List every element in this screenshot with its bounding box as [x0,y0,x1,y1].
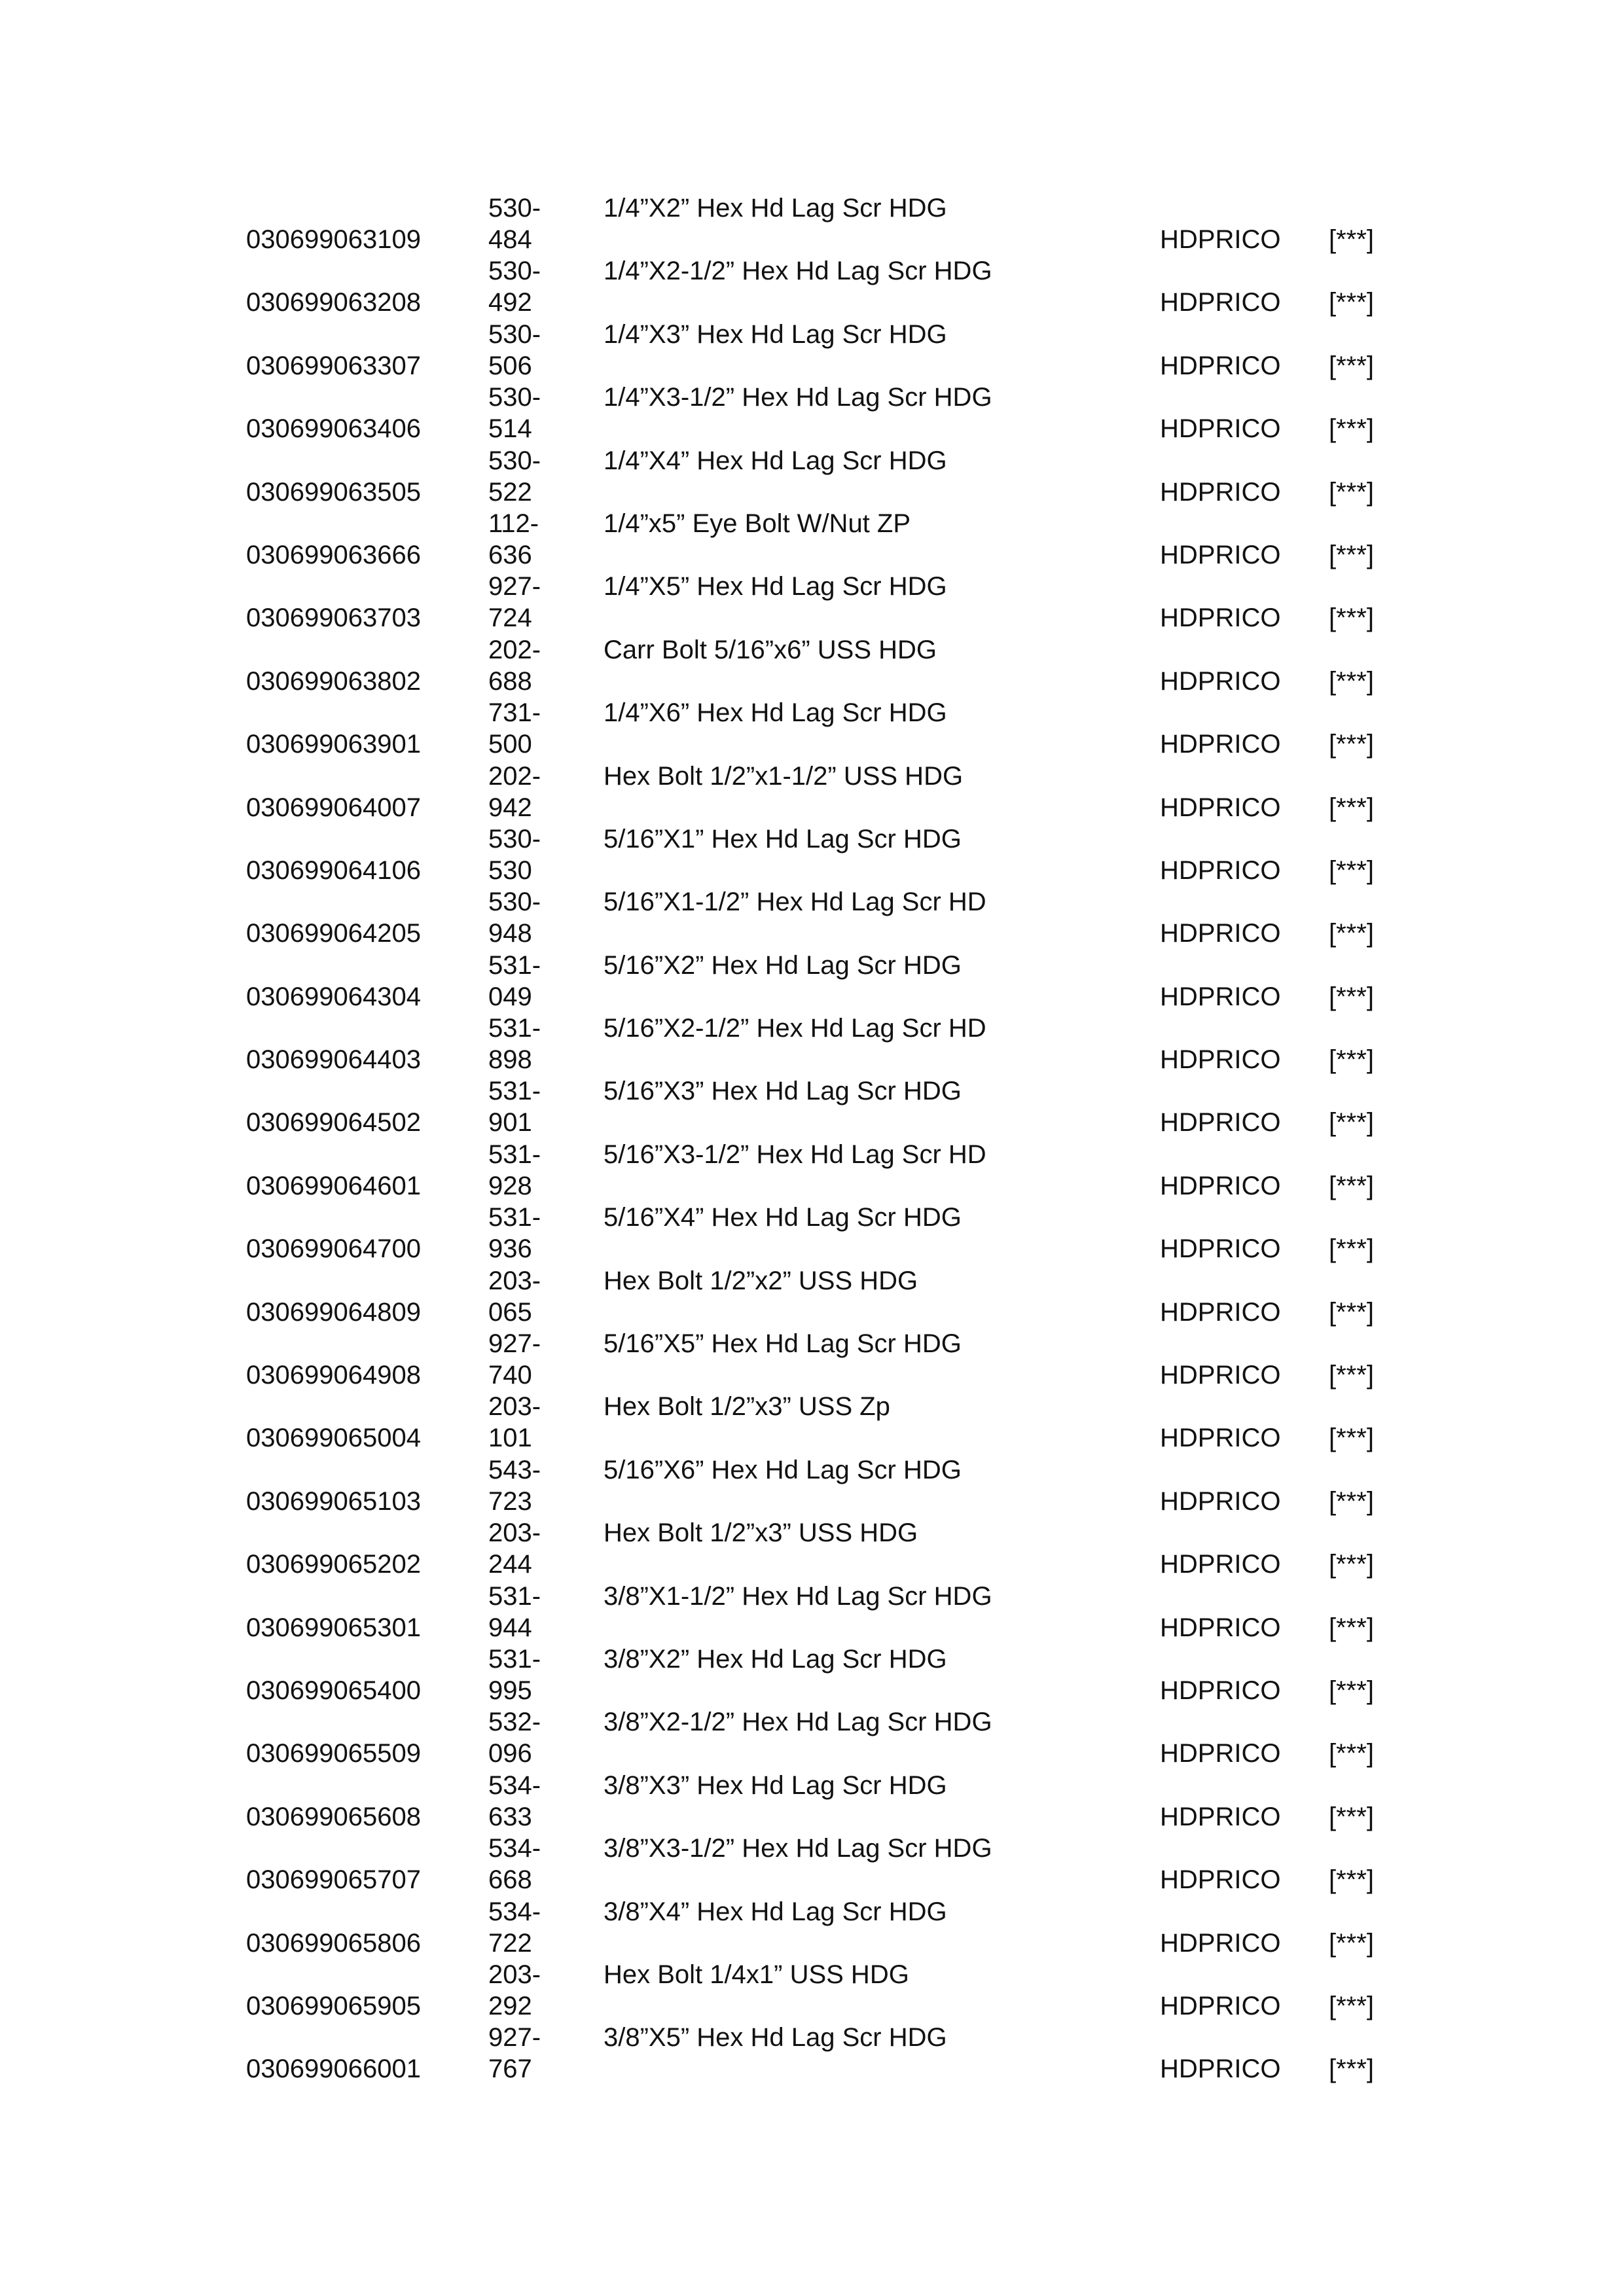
item-description: 5/16”X5” Hex Hd Lag Scr HDG [604,1329,962,1359]
item-description: 1/4”X3” Hex Hd Lag Scr HDG [604,319,947,349]
table-row [0,255,1624,318]
vendor-code: HDPRICO [1160,1297,1281,1327]
vendor-code: HDPRICO [1160,855,1281,885]
sku-prefix: 530- [488,888,541,917]
price-redacted: [***] [1329,1991,1374,2020]
price-redacted: [***] [1329,1550,1374,1579]
sku-suffix: 767 [488,2054,532,2084]
upc-code: 030699065103 [246,1486,421,1516]
sku-prefix: 203- [488,1518,541,1548]
table-row [0,1643,1624,1706]
sku-suffix: 492 [488,288,532,317]
upc-code: 030699065608 [246,1802,421,1831]
sku-prefix: 531- [488,1581,541,1611]
vendor-code: HDPRICO [1160,1613,1281,1642]
table-row [0,571,1624,634]
upc-code: 030699063109 [246,225,421,254]
item-description: 5/16”X3-1/2” Hex Hd Lag Scr HD [604,1139,986,1169]
price-redacted: [***] [1329,1424,1374,1453]
vendor-code: HDPRICO [1160,1108,1281,1138]
sku-prefix: 203- [488,1266,541,1295]
vendor-code: HDPRICO [1160,1676,1281,1705]
vendor-code: HDPRICO [1160,793,1281,822]
item-description: 5/16”X1” Hex Hd Lag Scr HDG [604,824,962,853]
vendor-code: HDPRICO [1160,919,1281,948]
vendor-code: HDPRICO [1160,1865,1281,1895]
price-redacted: [***] [1329,225,1374,254]
table-row [0,950,1624,1013]
upc-code: 030699065400 [246,1676,421,1705]
sku-prefix: 531- [488,1203,541,1232]
upc-code: 030699065301 [246,1613,421,1642]
table-row [0,823,1624,886]
sku-prefix: 530- [488,824,541,853]
table-row [0,1391,1624,1454]
sku-prefix: 530- [488,257,541,286]
sku-prefix: 927- [488,572,541,601]
upc-code: 030699064809 [246,1297,421,1327]
vendor-code: HDPRICO [1160,730,1281,759]
sku-suffix: 723 [488,1486,532,1516]
table-row [0,1517,1624,1580]
vendor-code: HDPRICO [1160,666,1281,696]
price-redacted: [***] [1329,1802,1374,1831]
item-description: 1/4”x5” Eye Bolt W/Nut ZP [604,509,911,538]
upc-code: 030699065509 [246,1739,421,1768]
upc-code: 030699063307 [246,351,421,380]
sku-suffix: 948 [488,919,532,948]
table-row [0,1706,1624,1769]
sku-prefix: 531- [488,950,541,980]
table-row [0,1959,1624,2022]
table-row [0,1833,1624,1895]
item-description: 5/16”X1-1/2” Hex Hd Lag Scr HD [604,888,986,917]
vendor-code: HDPRICO [1160,1486,1281,1516]
vendor-code: HDPRICO [1160,1739,1281,1768]
upc-code: 030699065707 [246,1865,421,1895]
sku-prefix: 531- [488,1139,541,1169]
sku-prefix: 927- [488,2023,541,2053]
vendor-code: HDPRICO [1160,414,1281,444]
table-row [0,2022,1624,2085]
item-description: Hex Bolt 1/2”x1-1/2” USS HDG [604,761,964,791]
item-description: 3/8”X4” Hex Hd Lag Scr HDG [604,1897,947,1926]
vendor-code: HDPRICO [1160,1424,1281,1453]
item-description: 3/8”X3” Hex Hd Lag Scr HDG [604,1770,947,1800]
vendor-code: HDPRICO [1160,477,1281,507]
sku-suffix: 292 [488,1991,532,2020]
sku-suffix: 688 [488,666,532,696]
sku-prefix: 731- [488,698,541,728]
item-description: 1/4”X2-1/2” Hex Hd Lag Scr HDG [604,257,992,286]
vendor-code: HDPRICO [1160,351,1281,380]
sku-prefix: 532- [488,1708,541,1737]
table-row [0,445,1624,508]
upc-code: 030699063703 [246,603,421,633]
price-redacted: [***] [1329,2054,1374,2084]
price-redacted: [***] [1329,1865,1374,1895]
sku-suffix: 244 [488,1550,532,1579]
sku-prefix: 530- [488,383,541,412]
sku-prefix: 927- [488,1329,541,1359]
item-description: Hex Bolt 1/2”x2” USS HDG [604,1266,918,1295]
price-redacted: [***] [1329,1297,1374,1327]
table-row [0,1202,1624,1265]
price-redacted: [***] [1329,603,1374,633]
table-row [0,508,1624,571]
item-description: Hex Bolt 1/2”x3” USS HDG [604,1518,918,1548]
sku-suffix: 901 [488,1108,532,1138]
table-row [0,1075,1624,1138]
item-description: 5/16”X4” Hex Hd Lag Scr HDG [604,1203,962,1232]
sku-suffix: 065 [488,1297,532,1327]
vendor-code: HDPRICO [1160,540,1281,569]
item-description: 5/16”X2-1/2” Hex Hd Lag Scr HD [604,1014,986,1043]
sku-prefix: 534- [488,1770,541,1800]
sku-suffix: 500 [488,730,532,759]
upc-code: 030699064106 [246,855,421,885]
item-description: 5/16”X6” Hex Hd Lag Scr HDG [604,1455,962,1484]
upc-code: 030699064007 [246,793,421,822]
upc-code: 030699066001 [246,2054,421,2084]
table-row [0,634,1624,697]
price-redacted: [***] [1329,982,1374,1011]
sku-prefix: 530- [488,446,541,475]
item-description: 1/4”X2” Hex Hd Lag Scr HDG [604,194,947,223]
upc-code: 030699064601 [246,1171,421,1200]
item-description: 5/16”X3” Hex Hd Lag Scr HDG [604,1077,962,1106]
vendor-code: HDPRICO [1160,1550,1281,1579]
sku-prefix: 202- [488,635,541,664]
item-description: Hex Bolt 1/2”x3” USS Zp [604,1392,890,1422]
item-description: 1/4”X3-1/2” Hex Hd Lag Scr HDG [604,383,992,412]
table-row [0,1896,1624,1959]
item-description: 1/4”X5” Hex Hd Lag Scr HDG [604,572,947,601]
price-redacted: [***] [1329,1171,1374,1200]
table-row [0,1013,1624,1075]
item-description: Hex Bolt 1/4x1” USS HDG [604,1960,909,1989]
upc-code: 030699065905 [246,1991,421,2020]
sku-prefix: 531- [488,1014,541,1043]
upc-code: 030699064908 [246,1361,421,1390]
sku-suffix: 724 [488,603,532,633]
price-redacted: [***] [1329,351,1374,380]
vendor-code: HDPRICO [1160,2054,1281,2084]
price-redacted: [***] [1329,477,1374,507]
vendor-code: HDPRICO [1160,1802,1281,1831]
sku-prefix: 534- [488,1834,541,1863]
vendor-code: HDPRICO [1160,603,1281,633]
vendor-code: HDPRICO [1160,1361,1281,1390]
sku-suffix: 740 [488,1361,532,1390]
sku-prefix: 543- [488,1455,541,1484]
upc-code: 030699063802 [246,666,421,696]
price-redacted: [***] [1329,1928,1374,1958]
upc-code: 030699065202 [246,1550,421,1579]
table-row [0,382,1624,444]
upc-code: 030699063666 [246,540,421,569]
vendor-code: HDPRICO [1160,1991,1281,2020]
sku-suffix: 514 [488,414,532,444]
item-description: 3/8”X1-1/2” Hex Hd Lag Scr HDG [604,1581,992,1611]
sku-prefix: 203- [488,1960,541,1989]
price-redacted: [***] [1329,540,1374,569]
sku-suffix: 722 [488,1928,532,1958]
item-description: 1/4”X6” Hex Hd Lag Scr HDG [604,698,947,728]
sku-prefix: 531- [488,1077,541,1106]
table-row [0,697,1624,760]
price-redacted: [***] [1329,1613,1374,1642]
item-description: 5/16”X2” Hex Hd Lag Scr HDG [604,950,962,980]
sku-prefix: 534- [488,1897,541,1926]
upc-code: 030699063505 [246,477,421,507]
sku-suffix: 049 [488,982,532,1011]
vendor-code: HDPRICO [1160,1045,1281,1075]
table-row [0,1770,1624,1833]
table-row [0,886,1624,949]
item-description: 1/4”X4” Hex Hd Lag Scr HDG [604,446,947,475]
price-redacted: [***] [1329,793,1374,822]
sku-prefix: 203- [488,1392,541,1422]
price-redacted: [***] [1329,1739,1374,1768]
sku-suffix: 484 [488,225,532,254]
item-description: Carr Bolt 5/16”x6” USS HDG [604,635,937,664]
price-redacted: [***] [1329,855,1374,885]
upc-code: 030699064403 [246,1045,421,1075]
item-list [0,192,1624,2085]
vendor-code: HDPRICO [1160,288,1281,317]
table-row [0,319,1624,382]
item-description: 3/8”X2” Hex Hd Lag Scr HDG [604,1644,947,1674]
vendor-code: HDPRICO [1160,1234,1281,1264]
sku-suffix: 936 [488,1234,532,1264]
upc-code: 030699064502 [246,1108,421,1138]
table-row [0,192,1624,255]
sku-suffix: 942 [488,793,532,822]
upc-code: 030699064205 [246,919,421,948]
sku-suffix: 633 [488,1802,532,1831]
price-redacted: [***] [1329,666,1374,696]
table-row [0,1328,1624,1391]
price-redacted: [***] [1329,730,1374,759]
table-row [0,761,1624,823]
sku-suffix: 928 [488,1171,532,1200]
price-redacted: [***] [1329,1108,1374,1138]
sku-prefix: 531- [488,1644,541,1674]
sku-suffix: 636 [488,540,532,569]
sku-prefix: 202- [488,761,541,791]
vendor-code: HDPRICO [1160,1171,1281,1200]
price-redacted: [***] [1329,1486,1374,1516]
sku-suffix: 898 [488,1045,532,1075]
price-redacted: [***] [1329,1045,1374,1075]
vendor-code: HDPRICO [1160,982,1281,1011]
table-row [0,1265,1624,1328]
vendor-code: HDPRICO [1160,1928,1281,1958]
price-redacted: [***] [1329,1234,1374,1264]
sku-prefix: 530- [488,194,541,223]
sku-suffix: 530 [488,855,532,885]
upc-code: 030699065806 [246,1928,421,1958]
price-redacted: [***] [1329,288,1374,317]
price-redacted: [***] [1329,1676,1374,1705]
sku-suffix: 522 [488,477,532,507]
sku-suffix: 668 [488,1865,532,1895]
sku-prefix: 112- [488,509,539,538]
item-description: 3/8”X3-1/2” Hex Hd Lag Scr HDG [604,1834,992,1863]
sku-suffix: 944 [488,1613,532,1642]
upc-code: 030699063901 [246,730,421,759]
sku-suffix: 995 [488,1676,532,1705]
vendor-code: HDPRICO [1160,225,1281,254]
upc-code: 030699065004 [246,1424,421,1453]
price-redacted: [***] [1329,919,1374,948]
item-description: 3/8”X5” Hex Hd Lag Scr HDG [604,2023,947,2053]
table-row [0,1454,1624,1517]
upc-code: 030699064700 [246,1234,421,1264]
sku-suffix: 096 [488,1739,532,1768]
price-redacted: [***] [1329,414,1374,444]
sku-suffix: 506 [488,351,532,380]
table-row [0,1139,1624,1202]
sku-suffix: 101 [488,1424,532,1453]
upc-code: 030699064304 [246,982,421,1011]
price-redacted: [***] [1329,1361,1374,1390]
item-description: 3/8”X2-1/2” Hex Hd Lag Scr HDG [604,1708,992,1737]
table-row [0,1581,1624,1643]
sku-prefix: 530- [488,319,541,349]
upc-code: 030699063406 [246,414,421,444]
upc-code: 030699063208 [246,288,421,317]
